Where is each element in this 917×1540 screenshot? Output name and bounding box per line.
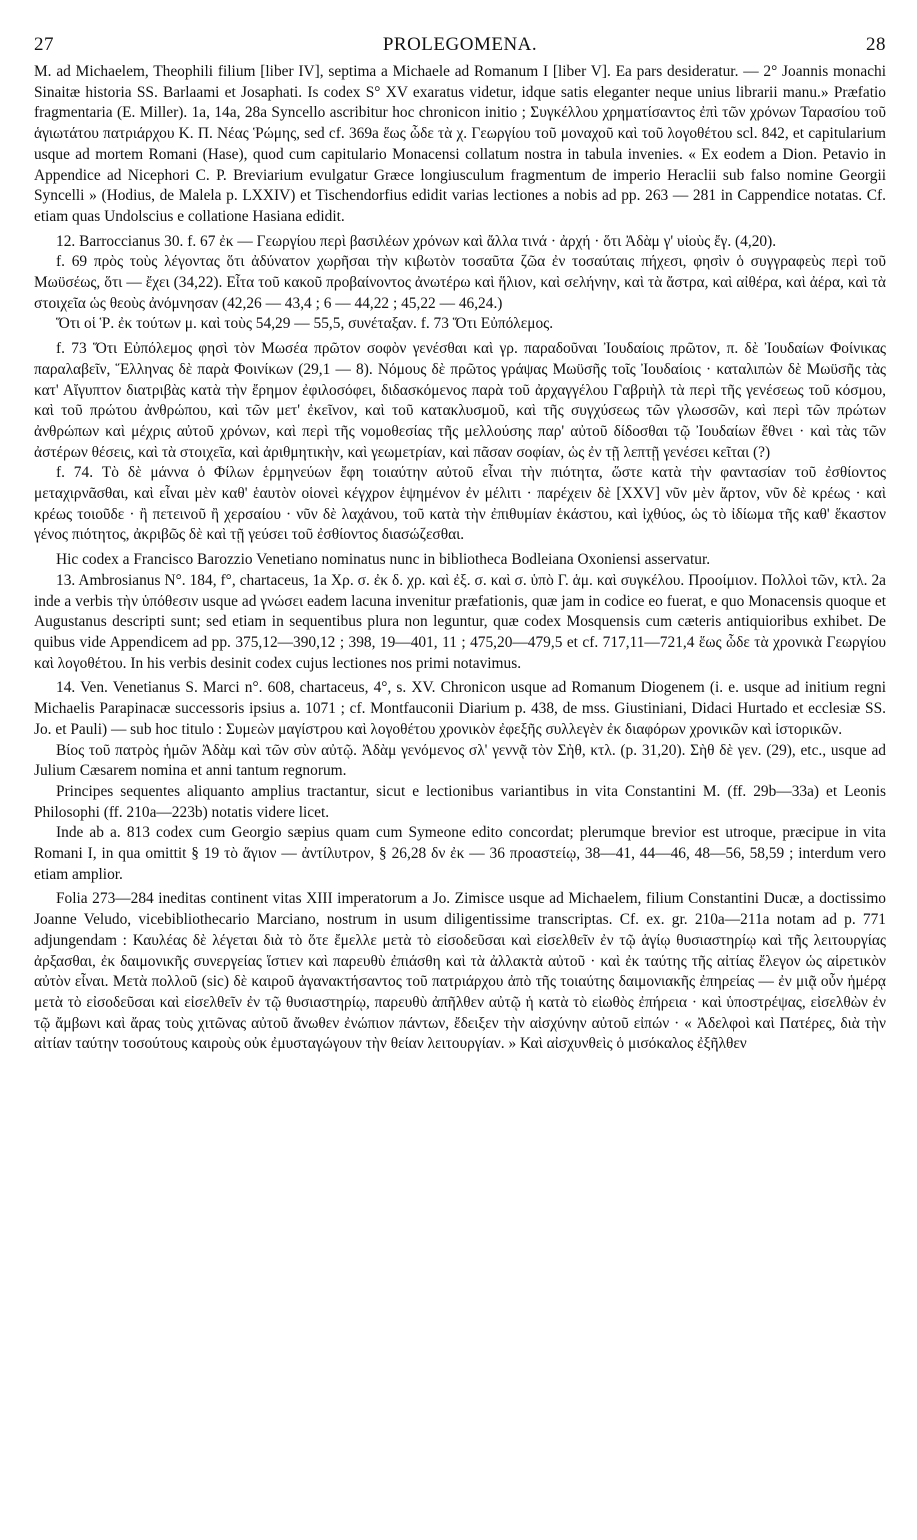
paragraph-f73-note: Ὅτι οἱ Ῥ. ἐκ τούτων μ. καὶ τοὺς 54,29 — 55,5, συνέταξαν. f. 73 Ὅτι Εὐπόλεμος. [56,315,554,333]
paragraph-codex-14-venetianus: 14. Ven. Venetianus S. Marci n°. 608, chartaceus, 4°, s. XV. Chronicon usque ad Romanum Diogenem (i. e. usque ad initium regni Michaelis Parapinacæ successoris ipsius a. 1071 ; cf. Montfauconii Diarium p. 438, de mss. Giustiniani, Didaci Hurtado et ecclesiæ SS. Jo. et Pauli) — sub hoc titulo : Συμεὼν μαγίστρου καὶ λογοθέτου χρονικὸν ἐφεξῆς συλλεγὲν ἐκ διαφόρων χρονικῶν καὶ ἱστορικῶν. [34,679,886,738]
paragraph-codex-11-continued: M. ad Michaelem, Theophili filium [liber IV], septima a Michaele ad Romanum I [liber V]. Ea pars desideratur. — 2° Joannis monachi Sinaitæ historia SS. Barlaami et Josaphati. Is codex S° XV exaratus videtur, idque satis eleganter neque unius librarii manu.» Præfatio fragmentaria (E. Miller). 1a, 14a, 28a Syncello ascribitur hoc chronicon initio ; Συγκέλλου χρηματίσαντος ἐπὶ τῶν χρόνων Ταρασίου τοῦ ἁγιωτάτου πατριάρχου Κ. Π. Νέας Ῥώμης, sed cf. 369a ἕως ὧδε τὰ χ. Γεωργίου τοῦ μοναχοῦ καὶ τοῦ λογοθέτου scl. 842, et capitularium usque ad mortem Romani (Hase), quod cum capitulario Monacensi collatum nostra in tabula invenies. « Ex eodem a Dion. Petavio in Appendice ad Nicephori C. P. Breviarium evulgatur Græce longiusculum fragmentum de imperio Heraclii sub falso nomine Georgii Syncelli » (Hodius, de Malela p. LXXIV) et Tischendorfius edidit varias lectiones a nobis ad pp. 263 — 281 in Cappendice notatas. Cf. etiam quas Undolscius e collatione Hasiana edidit. [34,63,886,225]
paragraph-f73-eupolemus: f. 73 Ὅτι Εὐπόλεμος φησὶ τὸν Μωσέα πρῶτον σοφὸν γενέσθαι καὶ γρ. παραδοῦναι Ἰουδαίοις πρῶτον, π. δὲ Ἰουδαίων Φοίνικας παραλαβεῖν, Ἕλληνας δὲ παρὰ Φοινίκων (29,1 — 8). Νόμους δὲ πρῶτος γράψας Μωϋσῆς τοῖς Ἰουδαίοις · καταλιπὼν δὲ Μωϋσῆς τὰς κατ' Αἴγυπτον διατριβὰς κατὰ τὴν ἔρημον ἐφιλοσόφει, διδασκόμενος παρὰ τοῦ ἀρχαγγέλου Γαβριὴλ τὰ περὶ τῆς γενέσεως τοῦ κόσμου, καὶ τοῦ πρώτου ἀνθρώπου, καὶ τῶν μετ' ἐκεῖνον, καὶ τοῦ κατακλυσμοῦ, καὶ τῆς συγχύσεως τῶν γλωσσῶν, καὶ περὶ τῶν πρώτων ἀνθρώπων καὶ μέχρις αὐτοῦ χρόνων, καὶ περὶ τῆς νομοθεσίας τῆς μελλούσης παρ' αὐτοῦ δίδοσθαι τῷ Ἰουδαίων ἔθνει · καὶ τὰς τῶν ἀστέρων θέσεις, καὶ τὰ στοιχεῖα, καὶ ἀριθμητικὴν, καὶ γεωμετρίαν, καὶ πᾶσαν σοφίαν, ὡς ἐν τῇ λεπτῇ γενέσει κεῖται (?) [34,340,886,461]
right-page-number: 28 [866,34,886,55]
paragraph-f69: f. 69 πρὸς τοὺς λέγοντας ὅτι ἀδύνατον χωρῆσαι τὴν κιβωτὸν τοσαῦτα ζῶα ἐν τοσαύταις πήχεσι, φησὶν ὁ συγγραφεὺς περὶ τοῦ Μωϋσέως, ὅτι — ἔχει (34,22). Εἶτα τοῦ κακοῦ προβαίνοντος ἀνωτέρω καὶ ἥλιον, καὶ σελήνην, καὶ τὰ ἄστρα, καὶ αἰθέρα, καὶ ἀέρα, καὶ τὰ στοιχεῖα ὡς θεοὺς ἀνόμνησαν (42,26 — 43,4 ; 6 — 44,22 ; 45,22 — 46,24.) [34,253,886,312]
paragraph-folia-273-284: Folia 273—284 ineditas continent vitas XIII imperatorum a Jo. Zimisce usque ad Michaelem, filium Constantini Ducæ, a doctissimo Joanne Veludo, vicebibliothecario Marciano, nostrum in usum diligentissime transcriptas. Cf. ex. gr. 210a—211a notam ad p. 771 adjungendam : Καυλέας δὲ λέγεται διὰ τὸ ὅτε ἔμελλε μετὰ τὸ εἰσοδεῦσαι καὶ εἰσελθεῖν ἐν τῷ ἁγίῳ θυσιαστηρίῳ καὶ τῆς λειτουργίας ἀρξασθαι, ἐκ δαιμονικῆς συνεργείας ἵστιεν καὶ παρευθὺ ἐπιάσθη καὶ τὰ ἀλλακτὰ αὐτοῦ · καὶ ἐκ ταύτης τῆς αἰτίας ἔλεγον ὡς αἱρετικὸν αὐτὸν εἶναι. Μετὰ πολλοῦ (sic) δὲ καιροῦ ἀγανακτήσαντος τοῦ πατριάρχου ἀπὸ τῆς τοιαύτης δαιμονιακῆς ἐπηρείας — ἐν μιᾷ οὖν ἡμέρᾳ μετὰ τὸ εἰσοδεῦσαι καὶ εἰσελθεῖν ἐν τῷ θυσιαστηρίῳ, παρευθὺ ἀπῆλθεν αὐτῷ ἡ κατὰ τὸ εἰωθὸς ἐπήρεια · καὶ ὑποστρέψας, εἰσελθὼν ἐν τῷ ἄμβωνι καὶ ἄρας τοὺς χιτῶνας αὐτοῦ ἄνωθεν ἐνώπιον πάντων, ἔδειξεν τὴν αἰσχύνην αὐτοῦ εἰπών · « Ἀδελφοὶ καὶ Πατέρες, διὰ τὴν αἰτίαν ταύτην τοσούτους καιροὺς οὐκ ἐμυσταγώγουν τὴν θείαν λειτουργίαν. » Καὶ αἰσχυνθεὶς ὁ μισόκαλος ἐξῆλθεν [34,890,886,1053]
page-header [34,34,886,62]
paragraph-barozzio: Hic codex a Francisco Barozzio Venetiano nominatus nunc in bibliotheca Bodleiana Oxoniensi asservatur. [56,551,711,569]
book-page [34,34,886,1055]
left-page-number: 27 [34,34,54,55]
running-title: PROLEGOMENA. [382,34,538,55]
paragraph-codex-12-barroccianus: 12. Barroccianus 30. f. 67 ἐκ — Γεωργίου περὶ βασιλέων χρόνων καὶ ἄλλα τινά · ἀρχή · ὅτι Ἀδὰμ γ' υἱοὺς ἔγ. (4,20). [56,232,777,250]
paragraph-principes: Principes sequentes aliquanto amplius tractantur, sicut e lectionibus variantibus in vita Constantini M. (ff. 29b—33a) et Leonis Philosophi (ff. 210a—223b) notatis videre licet. [34,782,886,821]
paragraph-inde-813: Inde ab a. 813 codex cum Georgio sæpius quam cum Symeone edito concordat; plerumque brevior est utroque, præcipue in vita Romani I, in qua omittit § 19 τὸ ἅγιον — ἀντίλυτρον, § 26,28 δν ἐκ — 36 προαστείῳ, 38—41, 44—46, 48—56, 58,59 ; interdum vero etiam amplior. [34,824,886,883]
paragraph-bios-adam: Βίος τοῦ πατρὸς ἡμῶν Ἀδὰμ καὶ τῶν σὺν αὐτῷ. Ἀδὰμ γενόμενος σλ' γεννᾷ τὸν Σὴθ, κτλ. (p. 31,20). Σὴθ δὲ γεν. (29), etc., usque ad Julium Cæsarem nomina et anni tantum regnorum. [34,741,886,780]
page-body [34,62,886,1055]
paragraph-codex-13-ambrosianus: 13. Ambrosianus N°. 184, f°, chartaceus, 1a Χρ. σ. ἐκ δ. χρ. καὶ ἐξ. σ. καὶ σ. ὑπὸ Γ. ἁμ. καὶ συγκέλου. Προοίμιον. Πολλοὶ τῶν, κτλ. 2a inde a verbis τὴν ὑπόθεσιν usque ad γνώσει eadem lacuna invenitur præfationis, quæ jam in codice eo fuerat, e quo Monacensis quoque et Augustanus descripti sunt; sed etiam in sequentibus plura non leguntur, quæ codex Mosquensis cum cæteris antiquioribus exhibet. De quibus vide Appendicem ad pp. 375,12—390,12 ; 398, 19—401, 11 ; 475,20—479,5 et cf. 717,11—721,4 ἕως ὧδε τὰ χρονικὰ Γεωργίου καὶ λογοθέτου. In his verbis desinit codex cujus lectiones nos primi notavimus. [34,571,886,672]
paragraph-f74-manna: f. 74. Τὸ δὲ μάννα ὁ Φίλων ἑρμηνεύων ἔφη τοιαύτην αὐτοῦ εἶναι τὴν πιότητα, ὥστε κατὰ τὴν φαντασίαν τοῦ ἐσθίοντος μεταχιρνᾶσθαι, καὶ εἶναι μὲν καθ' ἑαυτὸν οἱονεὶ κέγχρον ἑψημένον ἐν μέλιτι · παρέχειν δὲ [XXV] νῦν μὲν ἄρτον, νῦν δὲ κρέως · καὶ κρέως τοιοῦδε · ἢ πετεινοῦ ἢ χερσαίου · νῦν δὲ λαχάνου, τοῦ κατὰ τὴν ἐπιθυμίαν ἑκάστου, καὶ ἰχθύος, ὡς τὸ ἰδίωμα τῆς καθ' ἕκαστον γένος πιότητος, ἀκριβῶς δὲ καὶ τῇ γεύσει τοῦ ἐσθίοντος διασώζεσθαι. [34,464,886,544]
